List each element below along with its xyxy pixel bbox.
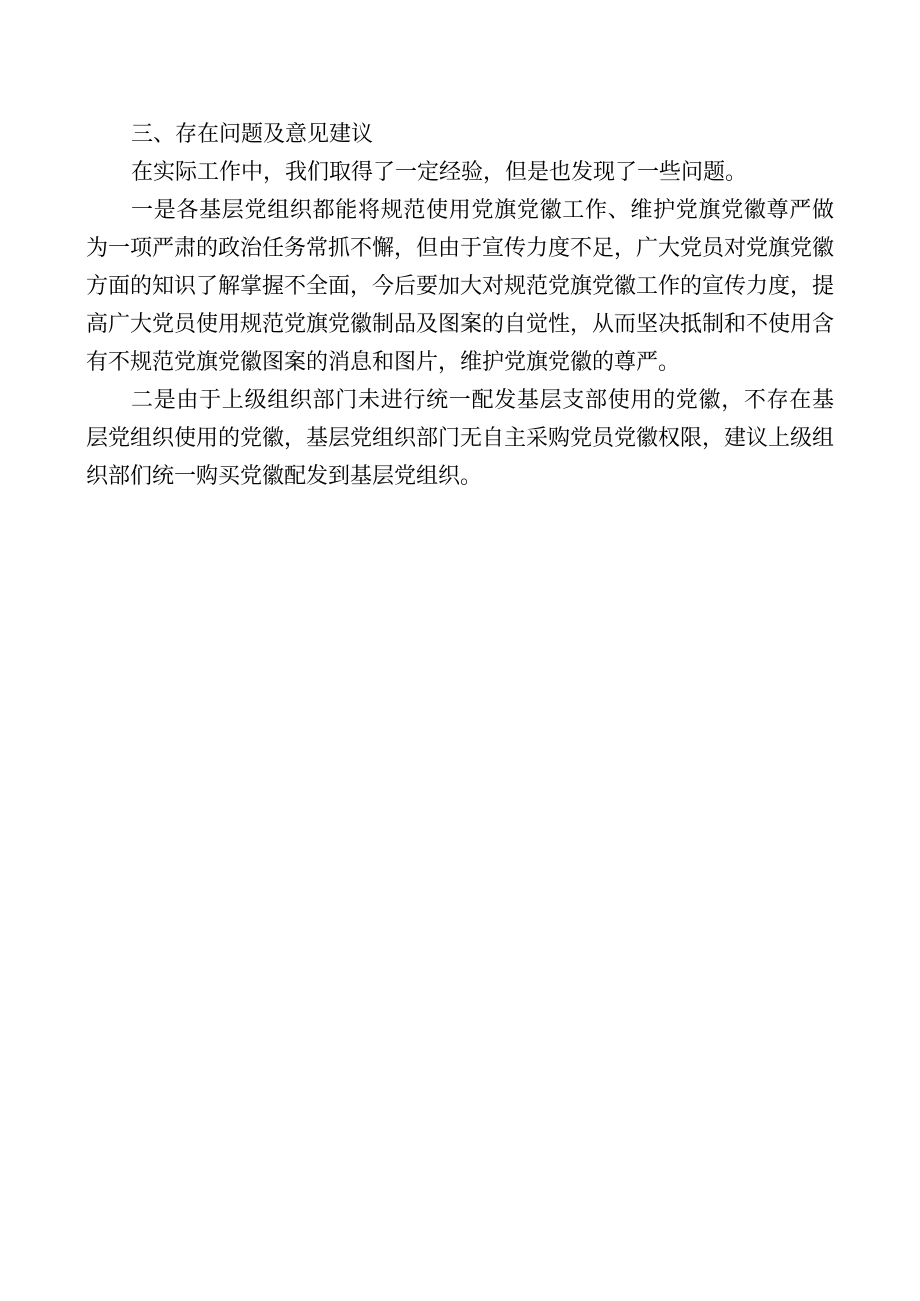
paragraph-intro: 在实际工作中，我们取得了一定经验，但是也发现了一些问题。 <box>131 160 748 185</box>
paragraph-issue-two: 二是由于上级组织部门未进行统一配发基层支部使用的党徽，不存在基层党组织使用的党徽，基层党组织部门无自主采购党员党徽权限，建议上级组织部们统一购买党徽配发到基层党组织。 <box>86 388 835 489</box>
document-body <box>86 116 834 496</box>
paragraph-issue-one: 一是各基层党组织都能将规范使用党旗党徽工作、维护党旗党徽尊严做为一项严肃的政治任务常抓不懈，但由于宣传力度不足，广大党员对党旗党徽方面的知识了解掌握不全面，今后要加大对规范党旗党徽工作的宣传力度，提高广大党员使用规范党旗党徽制品及图案的自觉性，从而坚决抵制和不使用含有不规范党旗党徽图案的消息和图片，维护党旗党徽的尊严。 <box>86 198 835 375</box>
section-heading: 三、存在问题及意见建议 <box>131 122 374 147</box>
